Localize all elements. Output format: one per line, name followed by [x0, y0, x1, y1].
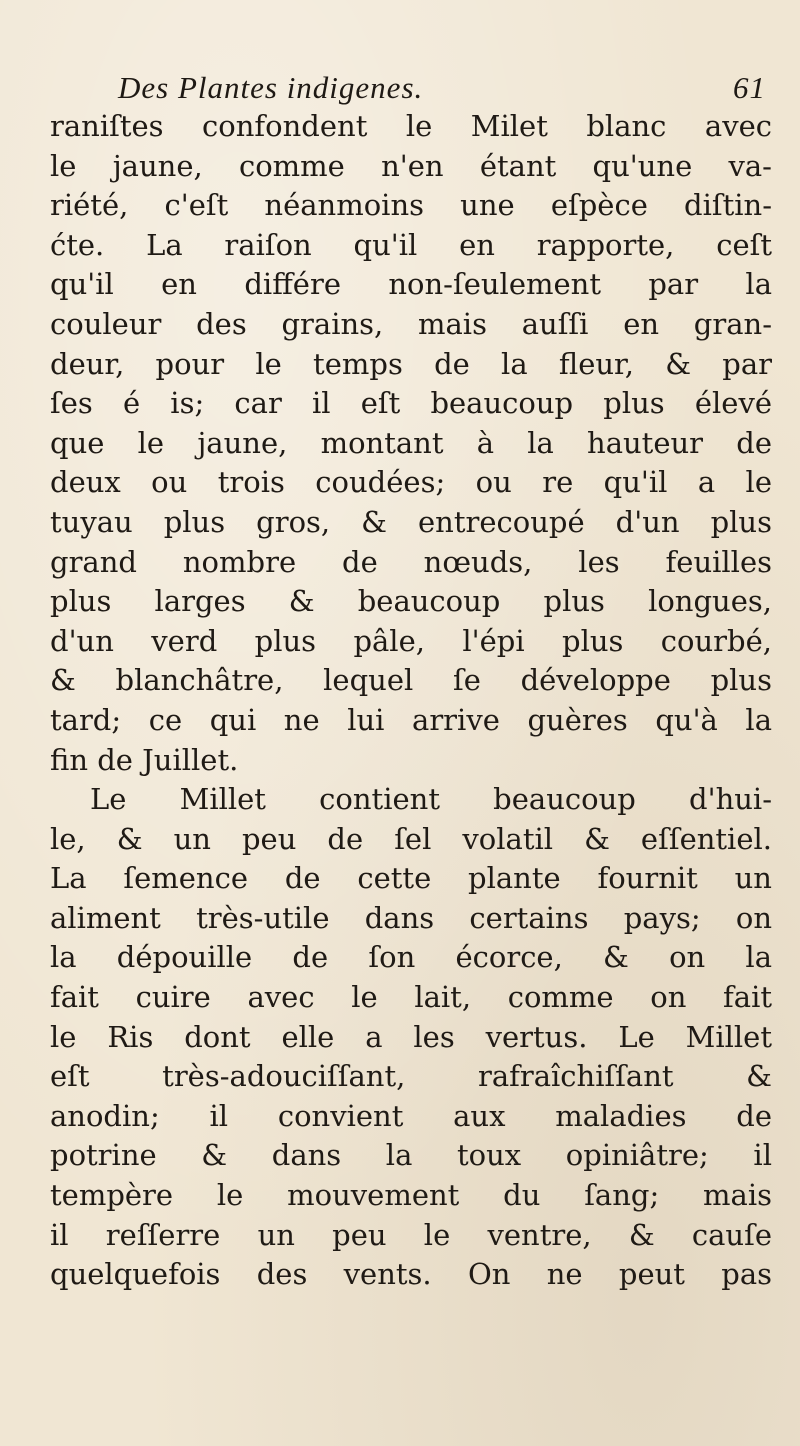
text-line: grand nombre de nœuds, les feuilles [50, 544, 772, 579]
text-line: fin de Juillet. [50, 742, 239, 777]
running-head [118, 70, 766, 106]
text-line: deux ou trois coudées; ou re qu'il a le [50, 465, 772, 500]
text-line: tempère le mouvement du ſang; mais [50, 1178, 772, 1213]
text-line: ſes é is; car il eſt beaucoup plus élevé [50, 386, 772, 421]
text-line: couleur des grains, mais auſſi en gran- [50, 306, 772, 341]
running-head-title: Des Plantes indigenes. [118, 70, 424, 105]
text-line: raniſtes confondent le Milet blanc avec [50, 109, 772, 143]
text-line: potrine & dans la toux opiniâtre; il [50, 1138, 772, 1173]
paragraph-first-line: Le Millet contient beaucoup d'hui- [90, 782, 772, 817]
text-line: tuyau plus gros, & entrecoupé d'un plus [50, 504, 772, 539]
text-line: le jaune, comme n'en étant qu'une va- [50, 148, 772, 183]
text-line: ćte. La raiſon qu'il en rapporte, ceſt [50, 227, 772, 262]
text-line: anodin; il convient aux maladies de [50, 1098, 772, 1133]
text-line: & blanchâtre, lequel ſe développe plus [50, 663, 772, 698]
text-line: quelquefois des vents. On ne peut pas [50, 1257, 772, 1292]
text-line: la dépouille de ſon écorce, & on la [50, 940, 772, 975]
text-line: deur, pour le temps de la fleur, & par [50, 346, 772, 381]
text-line: le, & un peu de ſel volatil & eſſentiel. [50, 821, 772, 856]
text-line: d'un verd plus pâle, l'épi plus courbé, [50, 623, 772, 658]
text-line: il reſſerre un peu le ventre, & cauſe [50, 1217, 772, 1252]
text-line: riété, c'eſt néanmoins une eſpèce diſtin- [50, 188, 772, 223]
body-text [50, 107, 772, 1295]
text-line: aliment très-utile dans certains pays; on [50, 900, 772, 935]
page-number: 61 [733, 70, 766, 105]
text-line: eſt très-adouciſſant, rafraîchiſſant & [50, 1059, 772, 1094]
text-line: qu'il en différe non-ſeulement par la [50, 267, 772, 302]
text-line: plus larges & beaucoup plus longues, [50, 584, 772, 619]
text-line: que le jaune, montant à la hauteur de [50, 425, 772, 460]
text-line: La ſemence de cette plante fournit un [50, 861, 772, 896]
text-line: tard; ce qui ne lui arrive guères qu'à la [50, 702, 772, 737]
text-line: le Ris dont elle a les vertus. Le Millet [50, 1019, 772, 1054]
text-line: fait cuire avec le lait, comme on fait [50, 980, 772, 1015]
